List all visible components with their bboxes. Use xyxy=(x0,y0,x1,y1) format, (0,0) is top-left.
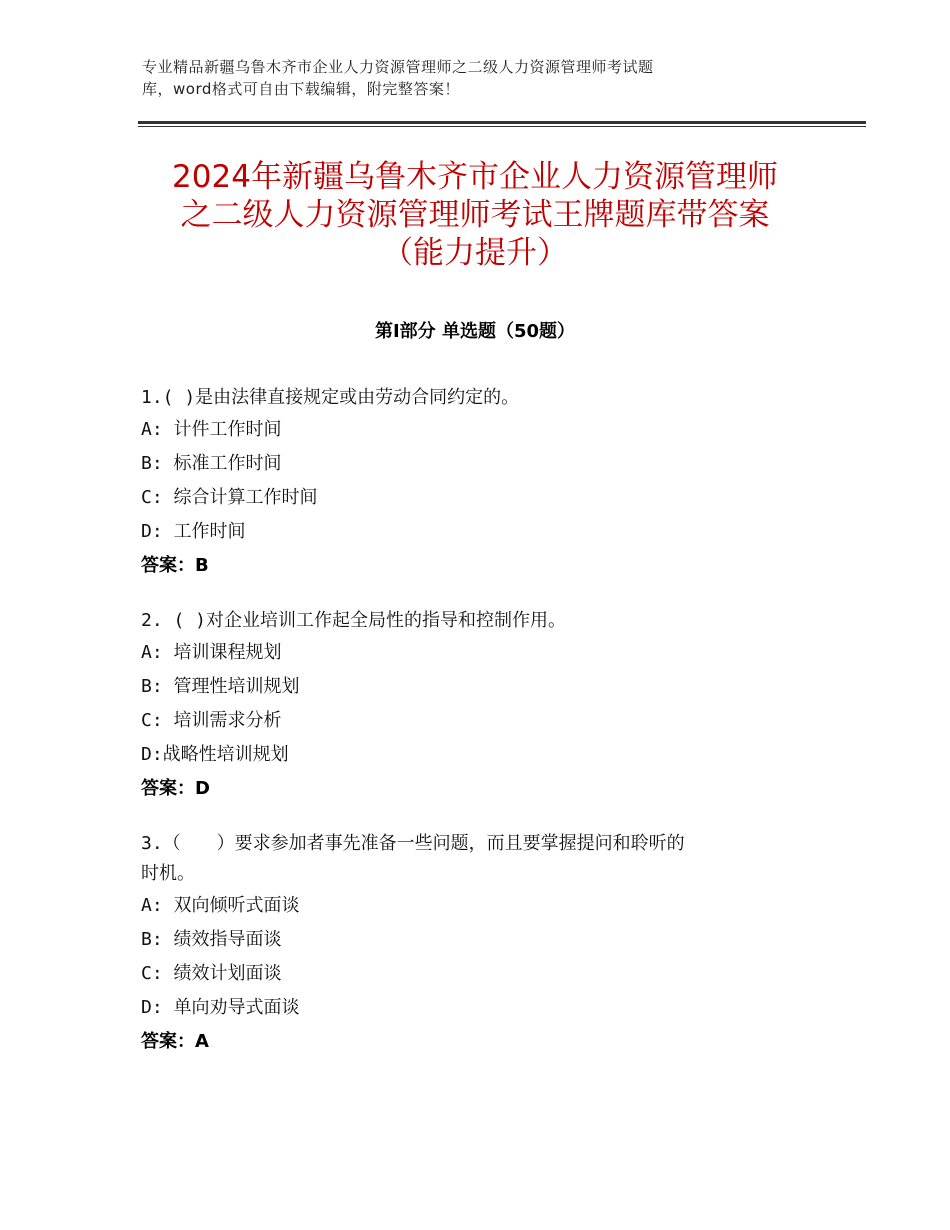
option-a: A: 培训课程规划 xyxy=(141,642,282,663)
question-stem: 3.（ ）要求参加者事先准备一些问题，而且要掌握提问和聆听的 xyxy=(141,833,685,854)
option-b: B: 管理性培训规划 xyxy=(141,676,300,697)
option-c: C: 绩效计划面谈 xyxy=(141,963,282,984)
question-stem: 2. ( )对企业培训工作起全局性的指导和控制作用。 xyxy=(141,610,567,631)
header-note-line-2: 库，word格式可自由下载编辑，附完整答案！ xyxy=(142,80,460,98)
question-stem: 1.( )是由法律直接规定或由劳动合同约定的。 xyxy=(141,387,520,408)
question-list xyxy=(141,383,821,1082)
section-heading: 第Ⅰ部分 单选题（50题） xyxy=(374,321,575,342)
question-2 xyxy=(141,606,821,806)
title-line-2: 之二级人力资源管理师考试王牌题库带答案 xyxy=(180,197,770,233)
question-1 xyxy=(141,383,821,583)
option-b: B: 绩效指导面谈 xyxy=(141,929,282,950)
answer-label: 答案：B xyxy=(141,555,209,576)
document-title xyxy=(100,158,850,272)
option-d: D: 工作时间 xyxy=(141,521,246,542)
option-b: B: 标准工作时间 xyxy=(141,453,282,474)
title-line-1: 2024年新疆乌鲁木齐市企业人力资源管理师 xyxy=(172,159,778,195)
header-divider-thick xyxy=(138,121,866,124)
header-divider-thin xyxy=(138,126,866,127)
title-line-3: （能力提升） xyxy=(382,235,568,271)
option-d: D:战略性培训规划 xyxy=(141,744,289,765)
header-note-line-1: 专业精品新疆乌鲁木齐市企业人力资源管理师之二级人力资源管理师考试题 xyxy=(142,58,654,76)
option-a: A: 双向倾听式面谈 xyxy=(141,895,300,916)
answer-label: 答案：A xyxy=(141,1031,209,1052)
option-c: C: 培训需求分析 xyxy=(141,710,282,731)
option-c: C: 综合计算工作时间 xyxy=(141,487,318,508)
question-stem-continued: 时机。 xyxy=(141,863,195,884)
answer-label: 答案：D xyxy=(141,778,210,799)
option-d: D: 单向劝导式面谈 xyxy=(141,997,300,1018)
option-a: A: 计件工作时间 xyxy=(141,419,282,440)
header-note xyxy=(142,56,792,100)
question-3 xyxy=(141,829,821,1059)
